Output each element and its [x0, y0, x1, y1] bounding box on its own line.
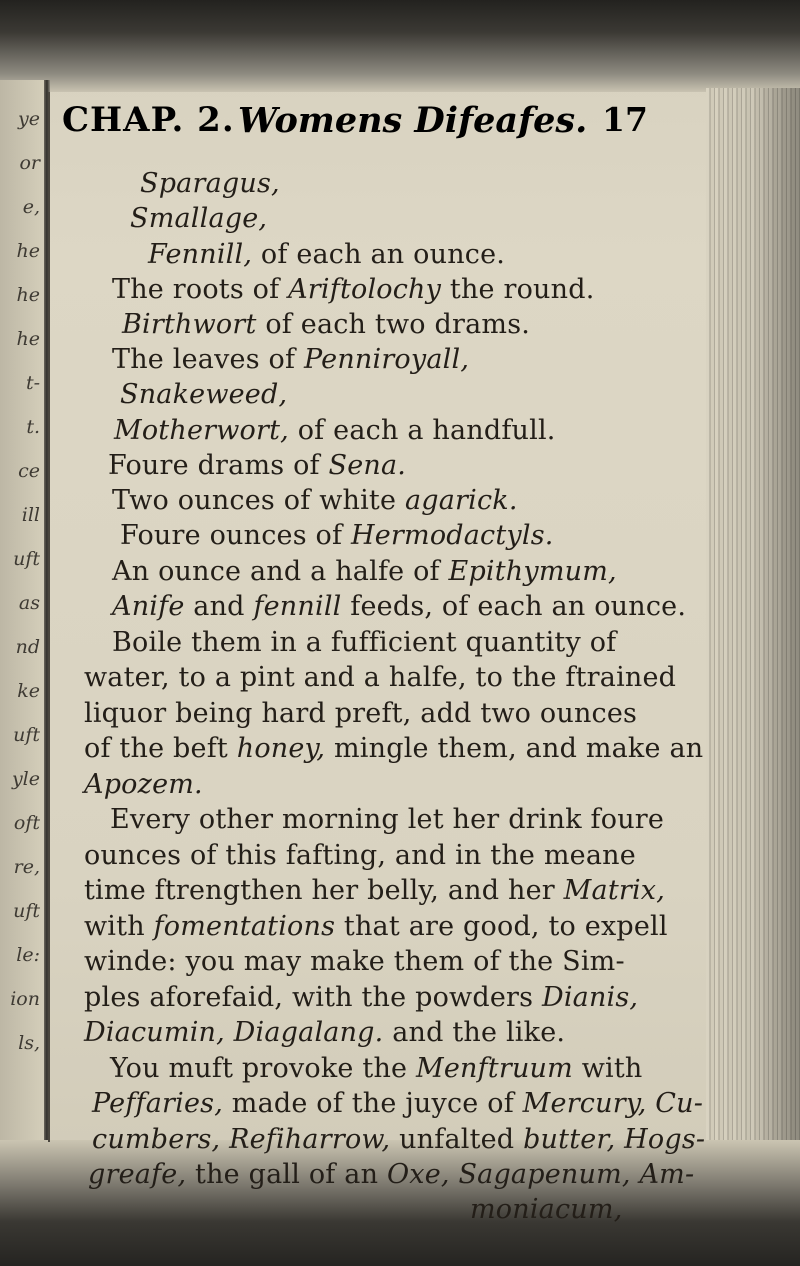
italic-text: fennill	[253, 591, 342, 622]
text-line	[84, 1019, 565, 1046]
roman-text: feeds, of each an ounce.	[341, 591, 687, 622]
text-line	[112, 629, 616, 656]
margin-fragment: nd	[15, 636, 40, 658]
italic-text: Dianis,	[541, 982, 639, 1013]
italic-text: Smallage,	[130, 203, 268, 234]
text-line	[84, 877, 665, 904]
text-line	[120, 381, 287, 408]
margin-fragment: uft	[13, 548, 40, 570]
text-line	[112, 593, 686, 620]
roman-text: The leaves of	[112, 344, 304, 375]
margin-fragment: ce	[18, 460, 40, 482]
margin-fragment: or	[19, 152, 40, 174]
roman-text: An ounce and a halfe of	[112, 556, 449, 587]
text-line	[112, 487, 518, 514]
margin-fragment: ye	[18, 108, 40, 130]
margin-fragment: as	[18, 592, 40, 614]
italic-text: moniacum,	[470, 1194, 623, 1225]
text-line	[148, 241, 505, 268]
roman-text: unfalted	[390, 1124, 524, 1155]
text-line	[112, 276, 595, 303]
text-line	[88, 1161, 694, 1188]
text-line	[108, 452, 406, 479]
text-line	[470, 1196, 622, 1223]
margin-fragment: ls,	[18, 1032, 40, 1054]
italic-text: Menftruum	[416, 1053, 573, 1084]
roman-text: that are good, to expell	[335, 911, 668, 942]
margin-fragment: yle	[11, 768, 40, 790]
italic-text: butter, Hogs-	[523, 1124, 706, 1155]
italic-text: Penniroyall,	[303, 344, 470, 375]
italic-text: Diacumin, Diagalang.	[84, 1017, 384, 1048]
italic-text: Hermodactyls.	[350, 520, 554, 551]
roman-text: mingle them, and make an	[325, 733, 704, 764]
margin-fragment: ke	[17, 680, 40, 702]
text-line	[110, 806, 664, 833]
roman-text: Two ounces of white	[112, 485, 405, 516]
roman-text: of the beft	[84, 733, 237, 764]
italic-text: honey,	[236, 733, 326, 764]
roman-text: of each an ounce.	[252, 239, 506, 270]
roman-text: made of the juyce of	[222, 1088, 523, 1119]
page-number: 17	[602, 100, 648, 139]
margin-rule	[48, 92, 50, 1142]
roman-text: of each a handfull.	[288, 415, 556, 446]
text-line	[84, 735, 703, 762]
roman-text: water, to a pint and a halfe, to the ftrained	[84, 662, 677, 693]
roman-text: with	[572, 1053, 643, 1084]
margin-fragment: uft	[13, 900, 40, 922]
italic-text: Peffaries,	[92, 1088, 223, 1119]
text-line	[84, 948, 625, 975]
italic-text: Snakeweed,	[120, 379, 288, 410]
roman-text: the gall of an	[186, 1159, 387, 1190]
italic-text: Ariftolochy	[288, 274, 442, 305]
running-header	[62, 100, 702, 156]
italic-text: Sparagus,	[140, 168, 280, 199]
italic-text: agarick.	[404, 485, 518, 516]
running-title: Womens Difeafes.	[238, 100, 588, 141]
text-line	[84, 984, 638, 1011]
margin-fragment: he	[16, 284, 40, 306]
roman-text: Boile them in a fufficient quantity of	[112, 627, 617, 658]
page-edges	[706, 88, 800, 1158]
italic-text: Sena.	[328, 450, 407, 481]
roman-text: and the like.	[383, 1017, 566, 1048]
text-line	[84, 913, 668, 940]
text-line	[92, 1126, 705, 1153]
margin-fragment: oft	[13, 812, 40, 834]
italic-text: Motherwort,	[114, 415, 289, 446]
text-line	[84, 842, 636, 869]
margin-fragment: t-	[25, 372, 40, 394]
text-line	[84, 664, 676, 691]
roman-text: ples aforefaid, with the powders	[84, 982, 542, 1013]
chapter-label: CHAP. 2.	[62, 100, 235, 140]
roman-text: ounces of this fafting, and in the meane	[84, 840, 636, 871]
text-line	[120, 522, 554, 549]
text-line	[84, 771, 203, 798]
roman-text: time ftrengthen her belly, and her	[84, 875, 564, 906]
italic-text: Mercury, Cu-	[522, 1088, 704, 1119]
italic-text: greafe,	[88, 1159, 187, 1190]
roman-text: Every other morning let her drink foure	[110, 804, 665, 835]
margin-fragment: he	[16, 328, 40, 350]
roman-text: liquor being hard preft, add two ounces	[84, 698, 638, 729]
margin-fragment: ill	[21, 504, 40, 526]
roman-text: with	[84, 911, 154, 942]
text-line	[110, 1055, 643, 1082]
margin-fragment: re,	[13, 856, 40, 878]
margin-fragment: e,	[22, 196, 40, 218]
italic-text: Fennill,	[148, 239, 253, 270]
text-line	[112, 558, 617, 585]
roman-text: winde: you may make them of the Sim-	[84, 946, 625, 977]
text-line	[92, 1090, 703, 1117]
top-shadow	[0, 0, 800, 92]
italic-text: Birthwort	[122, 309, 257, 340]
italic-text: Apozem.	[84, 769, 203, 800]
roman-text: Foure drams of	[108, 450, 329, 481]
text-line	[140, 170, 280, 197]
margin-fragment: ion	[10, 988, 40, 1010]
italic-text: fomentations	[153, 911, 336, 942]
roman-text: the round.	[441, 274, 595, 305]
margin-fragment: t.	[26, 416, 40, 438]
italic-text: Anife	[112, 591, 185, 622]
text-line	[114, 417, 556, 444]
roman-text: The roots of	[112, 274, 289, 305]
text-line	[122, 311, 530, 338]
margin-fragment: le:	[16, 944, 40, 966]
roman-text: You muft provoke the	[110, 1053, 416, 1084]
text-line	[84, 700, 637, 727]
text-line	[112, 346, 469, 373]
roman-text: of each two drams.	[256, 309, 531, 340]
italic-text: cumbers, Refiharrow,	[92, 1124, 391, 1155]
text-line	[130, 205, 267, 232]
margin-fragment: he	[16, 240, 40, 262]
previous-page-margin	[0, 80, 44, 1150]
roman-text: Foure ounces of	[120, 520, 351, 551]
italic-text: Matrix,	[563, 875, 666, 906]
italic-text: Epithymum,	[448, 556, 617, 587]
roman-text: and	[184, 591, 254, 622]
italic-text: Oxe, Sagapenum, Am-	[386, 1159, 695, 1190]
margin-fragment: uft	[13, 724, 40, 746]
